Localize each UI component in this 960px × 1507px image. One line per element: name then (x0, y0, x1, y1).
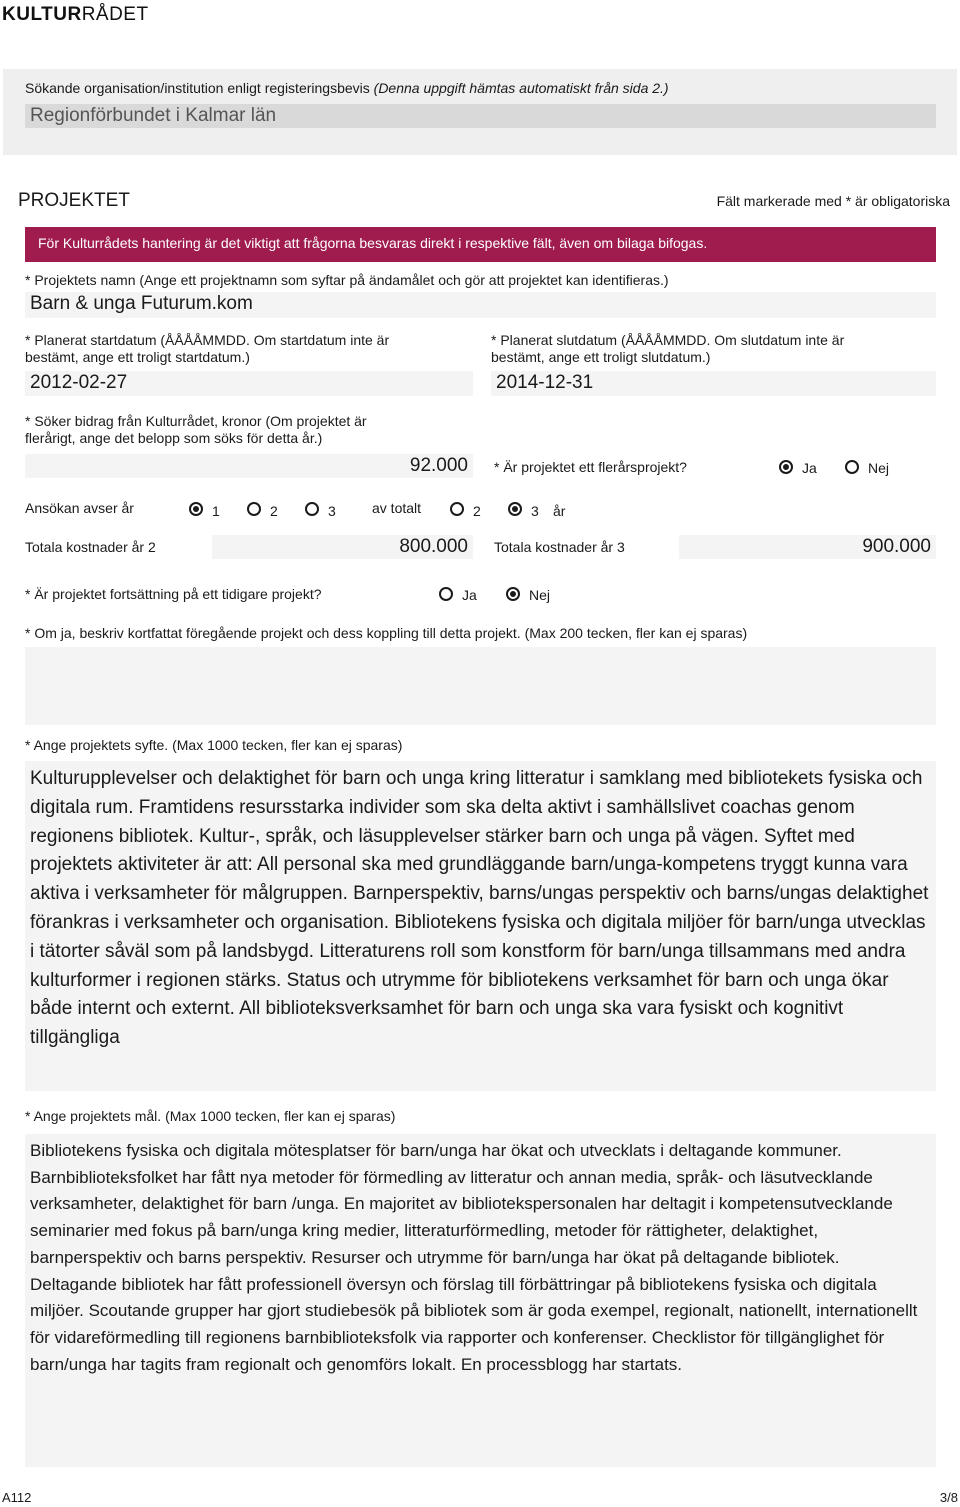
section-title: PROJEKTET (18, 190, 130, 211)
grant-amount-field[interactable]: 92.000 (25, 454, 473, 478)
total-years-label: av totalt (372, 500, 422, 516)
grant-label (25, 413, 367, 447)
application-year-1-label: 1 (212, 503, 220, 519)
previous-project-label: * Om ja, beskriv kortfattat föregående projekt och dess koppling till detta projekt. (Max 200 tecken, fler kan ej sparas) (25, 625, 748, 641)
end-date-label-line2: bestämt, ange ett troligt slutdatum.) (491, 349, 711, 365)
multi-year-no-label: Nej (868, 460, 890, 476)
cost-year3-field[interactable]: 900.000 (679, 535, 936, 559)
total-years-unit: år (553, 503, 566, 519)
logo-part-bold: KULTUR (2, 4, 82, 25)
organisation-field: Regionförbundet i Kalmar län (25, 104, 936, 128)
application-year-2-label: 2 (270, 503, 278, 519)
start-date-label (25, 332, 389, 366)
continuation-label: * Är projektet fortsättning på ett tidigare projekt? (25, 586, 322, 602)
logo-part-light: RÅDET (81, 4, 149, 25)
application-year-label: Ansökan avser år (25, 500, 134, 516)
continuation-no-radio[interactable] (506, 587, 520, 601)
multi-year-no-radio[interactable] (845, 460, 859, 474)
total-years-2-radio[interactable] (450, 502, 464, 516)
application-year-1-radio[interactable] (189, 502, 203, 516)
project-name-field[interactable]: Barn & unga Futurum.kom (25, 292, 936, 318)
continuation-no-label: Nej (529, 587, 551, 603)
multi-year-yes-label: Ja (802, 460, 817, 476)
end-date-label (491, 332, 844, 366)
organisation-label (25, 80, 669, 96)
continuation-yes-radio[interactable] (439, 587, 453, 601)
application-year-3-label: 3 (328, 503, 336, 519)
multi-year-yes-radio[interactable] (779, 460, 793, 474)
application-year-3-radio[interactable] (305, 502, 319, 516)
total-years-3-label: 3 (531, 503, 539, 519)
cost-year2-label: Totala kostnader år 2 (25, 539, 156, 555)
cost-year2-field[interactable]: 800.000 (212, 535, 473, 559)
grant-label-line2: flerårigt, ange det belopp som söks för detta år.) (25, 430, 323, 446)
total-years-2-label: 2 (473, 503, 481, 519)
page-number: 3/8 (939, 1490, 958, 1505)
start-date-label-line1: * Planerat startdatum (ÅÅÅÅMMDD. Om startdatum inte är (25, 332, 390, 348)
cost-year3-label: Totala kostnader år 3 (494, 539, 625, 555)
project-name-label: * Projektets namn (Ange ett projektnamn som syftar på ändamålet och gör att projektet kan identifieras.) (25, 272, 669, 288)
kulturradet-logo (2, 4, 149, 26)
organisation-label-note: (Denna uppgift hämtas automatiskt från sida 2.) (373, 80, 669, 96)
organisation-label-text: Sökande organisation/institution enligt registeringsbevis (25, 80, 370, 96)
form-id: A112 (2, 1490, 32, 1505)
total-years-3-radio[interactable] (508, 502, 522, 516)
start-date-field[interactable]: 2012-02-27 (25, 371, 473, 396)
info-banner-text: För Kulturrådets hantering är det viktigt att frågorna besvaras direkt i respektive fält, även om bilaga bifogas. (38, 235, 708, 251)
required-fields-note: Fält markerade med * är obligatoriska (716, 193, 950, 209)
continuation-yes-label: Ja (462, 587, 477, 603)
grant-label-line1: * Söker bidrag från Kulturrådet, kronor (Om projektet är (25, 413, 367, 429)
purpose-textarea[interactable]: Kulturupplevelser och delaktighet för barn och unga kring litteratur i samklang med bibliotekets fysiska och digitala rum. Framtidens resursstarka individer som ska delta aktivt i samhällslivet coachas genom regionens bibliotek. Kultur-, språk, och läsupplevelser stärker barn och unga på vägen. Syftet med projektets aktiviteter är att: All personal ska med grundläggande barn/unga-kompetens tryggt kunna vara aktiva i verksamheter för målgruppen. Barnperspektiv, barns/ungas perspektiv och barns/ungas delaktighet förankras i verksamheter och organisation. Bibliotekens fysiska och digitala miljöer för barn/unga utvecklas i tätorter såväl som på landsbygd. Litteraturens roll som konstform för barn/unga tillsammans med andra kulturformer i regionen stärks. Status och utrymme för bibliotekens verksamhet för barn och unga ökar både internt och externt. All biblioteksverksamhet för barn och unga ska vara fysiskt och kognitivt tillgängliga (25, 761, 936, 1091)
previous-project-field[interactable] (25, 647, 936, 725)
end-date-field[interactable]: 2014-12-31 (491, 371, 936, 396)
goals-label: * Ange projektets mål. (Max 1000 tecken, fler kan ej sparas) (25, 1108, 396, 1124)
start-date-label-line2: bestämt, ange ett troligt startdatum.) (25, 349, 250, 365)
purpose-label: * Ange projektets syfte. (Max 1000 tecken, fler kan ej sparas) (25, 737, 403, 753)
goals-textarea[interactable]: Bibliotekens fysiska och digitala mötesplatser för barn/unga har ökat och utvecklats i deltagande kommuner. Barnbiblioteksfolket har fått nya metoder för förmedling av litteratur och annan media, språk- och läsutvecklande verksamheter, delaktighet för barn /unga. En majoritet av bibliotekspersonalen har deltagit i kompetensutvecklande seminarier med fokus på barn/unga kring medier, litteraturförmedling, metoder för rättigheter, delaktighet, barnperspektiv och barns perspektiv. Resurser och utrymme för barn/unga har ökat på deltagande bibliotek. Deltagande bibliotek har fått professionell översyn och förslag till förbättringar på bibliotekens fysiska och digitala miljöer. Scoutande grupper har gjort studiebesök på bibliotek som är goda exempel, regionalt, nationellt, internationellt för vidareförmedling till regionens barnbiblioteksfolk via rapporter och konferenser. Checklistor för tillgänglighet för barn/unga har tagits fram regionalt och genomförs lokalt. En processblogg har startats. (25, 1134, 936, 1467)
multi-year-label: * Är projektet ett flerårsprojekt? (494, 459, 687, 475)
application-year-2-radio[interactable] (247, 502, 261, 516)
end-date-label-line1: * Planerat slutdatum (ÅÅÅÅMMDD. Om slutdatum inte är (491, 332, 845, 348)
